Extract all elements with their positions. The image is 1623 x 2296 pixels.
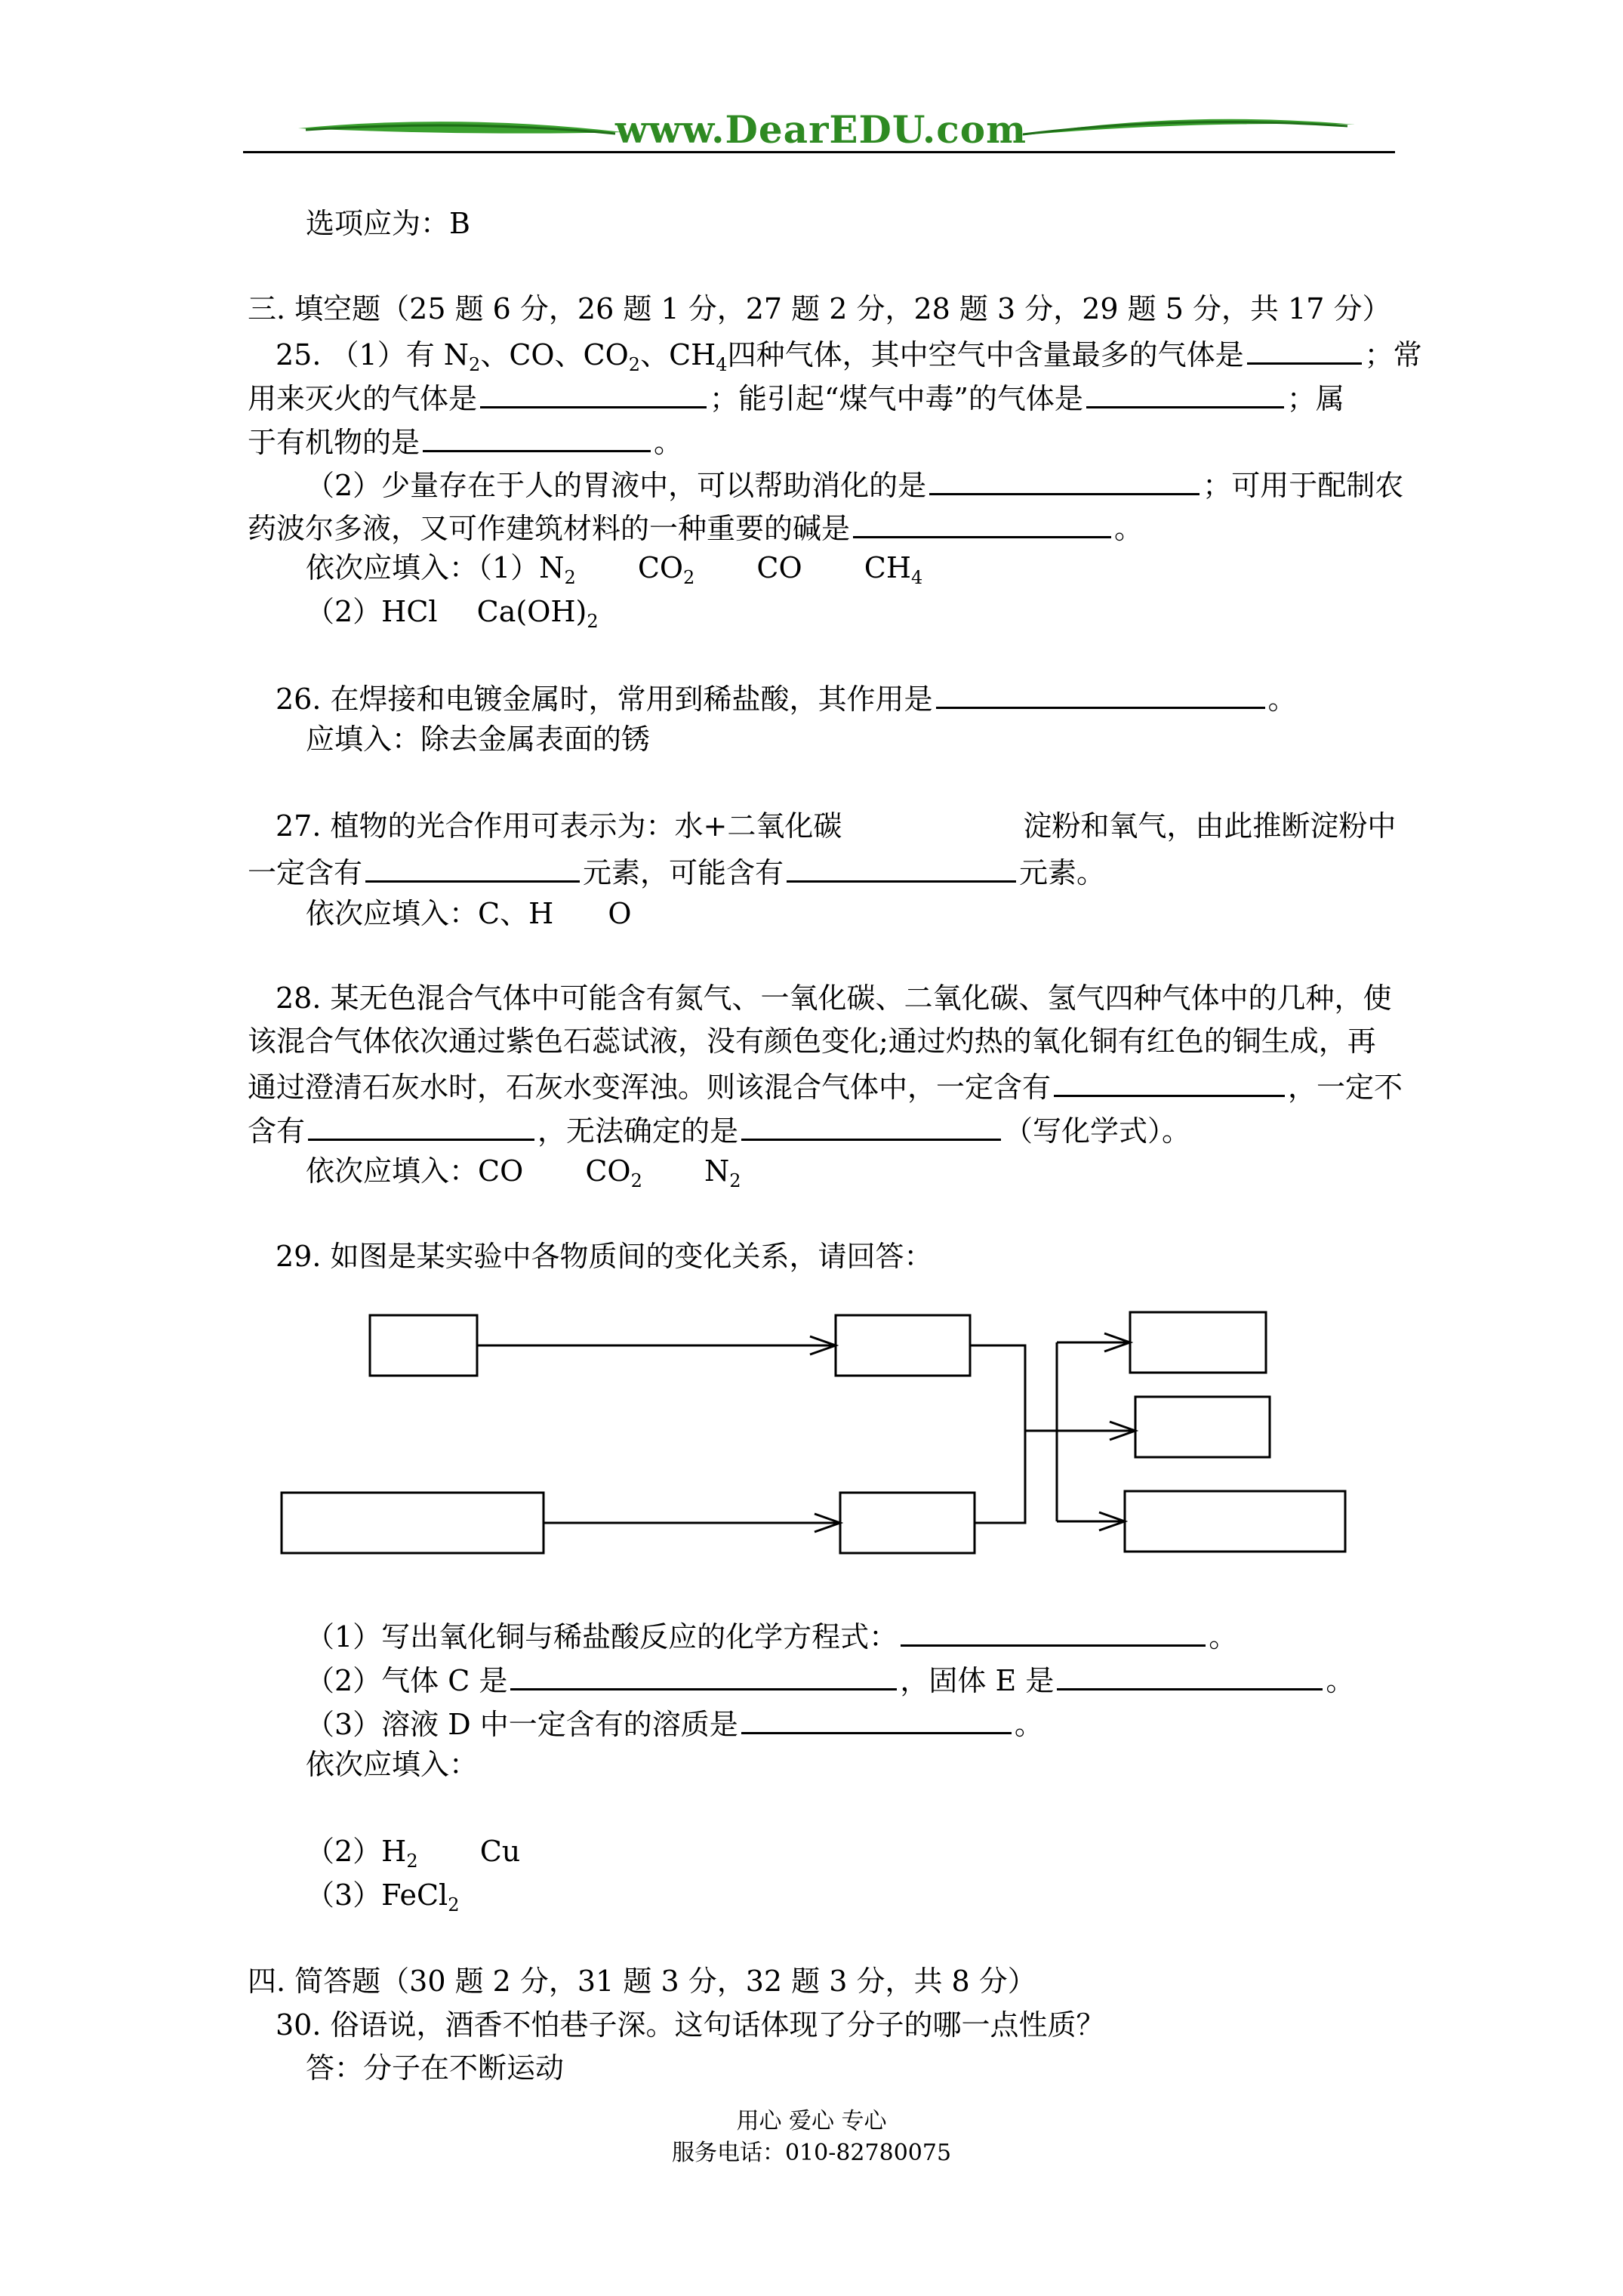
box-b [836, 1315, 970, 1376]
answer-blank[interactable] [853, 507, 1111, 538]
question-27-answer: 依次应填入：C、H O [306, 897, 632, 930]
question-29-answer-intro: 依次应填入： [306, 1748, 479, 1781]
question-27-line1: 27. 植物的光合作用可表示为：水+二氧化碳 淀粉和氧气，由此推断淀粉中 [276, 809, 1397, 843]
question-29-sub1: （1）写出氧化铜与稀盐酸反应的化学方程式： 。 [306, 1616, 1237, 1655]
question-28-line1: 28. 某无色混合气体中可能含有氮气、一氧化碳、二氧化碳、氢气四种气体中的几种，使 [276, 982, 1392, 1015]
question-25-line5: 药波尔多液，又可作建筑材料的一种重要的碱是 。 [248, 507, 1143, 547]
answer-blank[interactable] [365, 852, 580, 883]
question-28-line2: 该混合气体依次通过紫色石蕊试液，没有颜色变化;通过灼热的氧化铜有红色的铜生成，再 [248, 1025, 1376, 1058]
box-a [370, 1315, 477, 1376]
question-29-sub2: （2）气体 C 是 ，固体 E 是 。 [306, 1660, 1354, 1699]
answer-blank[interactable] [936, 678, 1265, 709]
answer-blank[interactable] [1054, 1066, 1285, 1097]
question-25-line2: 用来灭火的气体是 ；能引起“煤气中毒”的气体是 ；属 [248, 378, 1344, 417]
answer-blank[interactable] [510, 1660, 897, 1690]
box-c [1130, 1312, 1266, 1373]
answer-blank[interactable] [787, 852, 1016, 883]
answer-line: 选项应为：B [306, 207, 470, 240]
question-25-line4: （2）少量存在于人的胃液中，可以帮助消化的是 ；可用于配制农 [306, 464, 1403, 504]
header-rule [243, 151, 1395, 153]
box-d [1135, 1397, 1270, 1457]
section-title: 三. 填空题（25 题 6 分，26 题 1 分，27 题 2 分，28 题 3 分，29 题 5 分，共 17 分） [248, 292, 1391, 325]
answer-blank[interactable] [1086, 378, 1284, 408]
question-30-answer: 答：分子在不断运动 [306, 2051, 565, 2085]
question-25-line3: 于有机物的是 。 [248, 421, 682, 461]
answer-blank[interactable] [423, 421, 651, 452]
footer-slogan: 用心 爱心 专心 [736, 2108, 887, 2134]
answer-blank[interactable] [1247, 334, 1362, 365]
question-28-line3: 通过澄清石灰水时，石灰水变浑浊。则该混合气体中，一定含有 ，一定不 [248, 1066, 1403, 1105]
question-29-answer2: $(2)H_2$ Cu [306, 1835, 521, 1872]
answer-blank[interactable] [480, 378, 707, 408]
question-29-sub3: （3）溶液 D 中一定含有的溶质是 。 [306, 1703, 1043, 1743]
answer-blank[interactable] [741, 1110, 1001, 1141]
question-29-answer3: （3）FeCl$_2$ [306, 1878, 460, 1915]
question-27-line2: 一定含有 元素，可能含有 元素。 [248, 852, 1105, 891]
box-g [840, 1493, 975, 1553]
answer-blank[interactable] [929, 464, 1200, 495]
section-title: 四. 简答题（30 题 2 分，31 题 3 分，32 题 3 分，共 8 分） [248, 1965, 1036, 1998]
question-30: 30. 俗语说，酒香不怕巷子深。这句话体现了分子的哪一点性质？ [276, 2008, 1105, 2042]
connector-b-to-merge [970, 1345, 1025, 1523]
question-26: 26. 在焊接和电镀金属时，常用到稀盐酸，其作用是 。 [276, 678, 1297, 717]
question-29: 29. 如图是某实验中各物质间的变化关系，请回答： [276, 1240, 933, 1273]
question-25-answer1: 依次应填入：$(1)N_2$ $CO_2$ CO $CH_4$ [306, 551, 923, 588]
question-28-line4: 含有 ，无法确定的是 （写化学式）。 [248, 1110, 1190, 1149]
logo-text: www.DearEDU.com [615, 107, 1027, 152]
box-e [1125, 1491, 1345, 1552]
answer-blank[interactable] [901, 1616, 1206, 1647]
answer-blank[interactable] [741, 1703, 1012, 1734]
answer-blank[interactable] [308, 1110, 534, 1141]
answer-blank[interactable] [1057, 1660, 1323, 1690]
question-28-answer: 依次应填入：CO $CO_2$ $N_2$ [306, 1154, 741, 1191]
diagram-boxes [282, 1312, 1345, 1553]
question-25-line1: 25. （1）有 $N_2$、CO、$CO_2$、$CH_4$四种气体，其中空气中含量最多的气体是 ；常 [276, 334, 1422, 373]
question-25-answer2: （2）HCl $Ca(OH)_2$ [306, 595, 599, 632]
diagram-arrows [477, 1342, 1135, 1523]
footer-phone: 服务电话：010-82780075 [671, 2140, 952, 2166]
question-26-answer: 应填入：除去金属表面的锈 [306, 723, 651, 756]
box-f [282, 1493, 544, 1553]
